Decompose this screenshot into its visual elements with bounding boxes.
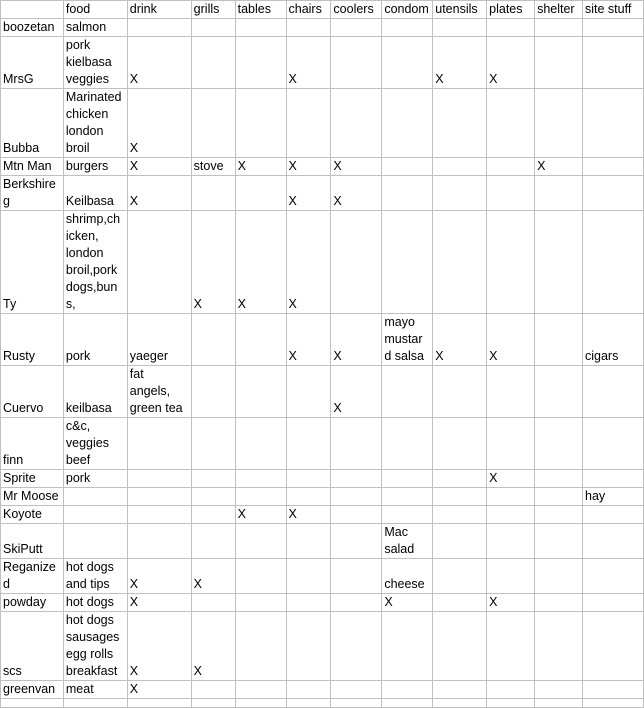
cell-plates[interactable]: X xyxy=(487,470,535,488)
cell-rowlabel[interactable]: greenvan xyxy=(1,681,64,699)
cell-utensils[interactable] xyxy=(433,89,487,158)
cell-sitestuff[interactable] xyxy=(583,366,644,418)
cell-plates[interactable] xyxy=(487,699,535,708)
cell-plates[interactable] xyxy=(487,524,535,559)
cell-utensils[interactable] xyxy=(433,699,487,708)
cell-utensils[interactable] xyxy=(433,211,487,314)
cell-plates[interactable] xyxy=(487,559,535,594)
cell-food[interactable] xyxy=(63,699,127,708)
cell-coolers[interactable] xyxy=(331,699,382,708)
cell-food[interactable]: meat xyxy=(63,681,127,699)
cell-condom[interactable] xyxy=(382,506,433,524)
cell-coolers[interactable]: X xyxy=(331,314,382,366)
cell-coolers[interactable] xyxy=(331,488,382,506)
cell-utensils[interactable] xyxy=(433,612,487,681)
cell-utensils[interactable]: X xyxy=(433,37,487,89)
cell-chairs[interactable] xyxy=(286,89,331,158)
cell-grills[interactable]: X xyxy=(191,559,235,594)
cell-condom[interactable] xyxy=(382,211,433,314)
cell-food[interactable]: burgers xyxy=(63,158,127,176)
cell-shelter[interactable] xyxy=(535,176,583,211)
cell-condom[interactable]: cheese xyxy=(382,559,433,594)
cell-chairs[interactable]: X xyxy=(286,176,331,211)
cell-food[interactable] xyxy=(63,488,127,506)
cell-shelter[interactable] xyxy=(535,559,583,594)
cell-utensils[interactable] xyxy=(433,506,487,524)
cell-coolers[interactable] xyxy=(331,89,382,158)
cell-utensils[interactable] xyxy=(433,176,487,211)
cell-drink[interactable] xyxy=(127,418,191,470)
cell-sitestuff[interactable] xyxy=(583,418,644,470)
cell-drink[interactable]: X xyxy=(127,158,191,176)
cell-shelter[interactable] xyxy=(535,470,583,488)
cell-chairs[interactable] xyxy=(286,366,331,418)
cell-rowlabel[interactable]: scs xyxy=(1,612,64,681)
table-row xyxy=(1,524,644,559)
cell-grills[interactable] xyxy=(191,699,235,708)
cell-coolers[interactable] xyxy=(331,612,382,681)
column-header-drink[interactable]: drink xyxy=(127,1,191,19)
cell-grills[interactable] xyxy=(191,366,235,418)
cell-tables[interactable] xyxy=(235,37,286,89)
cell-utensils[interactable] xyxy=(433,488,487,506)
cell-drink[interactable]: X xyxy=(127,37,191,89)
table-row xyxy=(1,594,644,612)
cell-food[interactable]: Keilbasa xyxy=(63,176,127,211)
cell-drink[interactable] xyxy=(127,506,191,524)
cell-coolers[interactable] xyxy=(331,418,382,470)
table-row xyxy=(1,488,644,506)
cell-tables[interactable] xyxy=(235,470,286,488)
cell-rowlabel[interactable]: MrsG xyxy=(1,37,64,89)
table-row xyxy=(1,418,644,470)
column-header-condom[interactable]: condom xyxy=(382,1,433,19)
cell-rowlabel[interactable]: Ty xyxy=(1,211,64,314)
cell-food[interactable]: hot dogs and tips xyxy=(63,559,127,594)
cell-utensils[interactable] xyxy=(433,158,487,176)
cell-sitestuff[interactable]: hay xyxy=(583,488,644,506)
cell-shelter[interactable]: X xyxy=(535,158,583,176)
cell-condom[interactable]: mayo mustar d salsa xyxy=(382,314,433,366)
cell-coolers[interactable] xyxy=(331,19,382,37)
cell-sitestuff[interactable] xyxy=(583,470,644,488)
cell-plates[interactable] xyxy=(487,506,535,524)
cell-drink[interactable] xyxy=(127,19,191,37)
cell-rowlabel[interactable]: powday xyxy=(1,594,64,612)
header-row xyxy=(1,1,644,19)
cell-food[interactable]: hot dogs xyxy=(63,594,127,612)
cell-food[interactable]: salmon xyxy=(63,19,127,37)
cell-tables[interactable] xyxy=(235,176,286,211)
cell-plates[interactable] xyxy=(487,612,535,681)
cell-grills[interactable] xyxy=(191,418,235,470)
cell-coolers[interactable] xyxy=(331,37,382,89)
cell-coolers[interactable] xyxy=(331,524,382,559)
cell-coolers[interactable] xyxy=(331,211,382,314)
cell-grills[interactable] xyxy=(191,37,235,89)
cell-drink[interactable]: X xyxy=(127,89,191,158)
cell-chairs[interactable] xyxy=(286,612,331,681)
cell-plates[interactable] xyxy=(487,366,535,418)
cell-plates[interactable]: X xyxy=(487,594,535,612)
cell-rowlabel[interactable]: SkiPutt xyxy=(1,524,64,559)
cell-tables[interactable]: X xyxy=(235,506,286,524)
cell-drink[interactable]: X xyxy=(127,612,191,681)
column-header-shelter[interactable]: shelter xyxy=(535,1,583,19)
cell-shelter[interactable] xyxy=(535,89,583,158)
cell-sitestuff[interactable] xyxy=(583,524,644,559)
cell-tables[interactable] xyxy=(235,366,286,418)
table-row xyxy=(1,314,644,366)
table-row xyxy=(1,37,644,89)
cell-utensils[interactable] xyxy=(433,366,487,418)
cell-condom[interactable] xyxy=(382,488,433,506)
cell-plates[interactable] xyxy=(487,488,535,506)
cell-condom[interactable] xyxy=(382,366,433,418)
cell-chairs[interactable] xyxy=(286,699,331,708)
cell-rowlabel[interactable] xyxy=(1,699,64,708)
cell-drink[interactable] xyxy=(127,470,191,488)
table-row xyxy=(1,506,644,524)
cell-shelter[interactable] xyxy=(535,524,583,559)
cell-condom[interactable] xyxy=(382,19,433,37)
column-header-utensils[interactable]: utensils xyxy=(433,1,487,19)
cell-sitestuff[interactable] xyxy=(583,594,644,612)
table-row xyxy=(1,19,644,37)
cell-plates[interactable] xyxy=(487,176,535,211)
cell-utensils[interactable] xyxy=(433,418,487,470)
cell-grills[interactable]: X xyxy=(191,211,235,314)
cell-condom[interactable]: X xyxy=(382,594,433,612)
cell-chairs[interactable] xyxy=(286,19,331,37)
cell-plates[interactable] xyxy=(487,211,535,314)
cell-shelter[interactable] xyxy=(535,37,583,89)
table-row xyxy=(1,470,644,488)
cell-drink[interactable]: X xyxy=(127,681,191,699)
cell-tables[interactable]: X xyxy=(235,211,286,314)
cell-sitestuff[interactable] xyxy=(583,158,644,176)
cell-tables[interactable]: X xyxy=(235,158,286,176)
table-row xyxy=(1,612,644,681)
cell-grills[interactable] xyxy=(191,176,235,211)
cell-tables[interactable] xyxy=(235,594,286,612)
cell-shelter[interactable] xyxy=(535,594,583,612)
cell-rowlabel[interactable]: Mtn Man xyxy=(1,158,64,176)
cell-sitestuff[interactable] xyxy=(583,211,644,314)
cell-food[interactable]: keilbasa xyxy=(63,366,127,418)
cell-grills[interactable] xyxy=(191,314,235,366)
table-row xyxy=(1,366,644,418)
cell-plates[interactable] xyxy=(487,89,535,158)
cell-utensils[interactable] xyxy=(433,594,487,612)
cell-food[interactable]: shrimp,ch icken, london broil,pork dogs,bun s, xyxy=(63,211,127,314)
cell-food[interactable] xyxy=(63,524,127,559)
cell-rowlabel[interactable]: Rusty xyxy=(1,314,64,366)
cell-sitestuff[interactable] xyxy=(583,612,644,681)
cell-drink[interactable]: yaeger xyxy=(127,314,191,366)
cell-chairs[interactable] xyxy=(286,418,331,470)
cell-sitestuff[interactable] xyxy=(583,176,644,211)
cell-chairs[interactable]: X xyxy=(286,506,331,524)
cell-food[interactable]: c&c, veggies beef xyxy=(63,418,127,470)
cell-food[interactable]: Marinated chicken london broil xyxy=(63,89,127,158)
cell-chairs[interactable]: X xyxy=(286,314,331,366)
cell-condom[interactable] xyxy=(382,612,433,681)
cell-grills[interactable] xyxy=(191,470,235,488)
cell-tables[interactable] xyxy=(235,89,286,158)
cell-utensils[interactable] xyxy=(433,470,487,488)
cell-coolers[interactable]: X xyxy=(331,158,382,176)
cell-shelter[interactable] xyxy=(535,366,583,418)
cell-tables[interactable] xyxy=(235,314,286,366)
cell-chairs[interactable] xyxy=(286,488,331,506)
table-row xyxy=(1,176,644,211)
cell-drink[interactable] xyxy=(127,488,191,506)
cell-condom[interactable] xyxy=(382,89,433,158)
table-row xyxy=(1,158,644,176)
cell-rowlabel[interactable]: Cuervo xyxy=(1,366,64,418)
cell-chairs[interactable] xyxy=(286,470,331,488)
cell-drink[interactable]: X xyxy=(127,559,191,594)
cell-utensils[interactable]: X xyxy=(433,314,487,366)
cell-shelter[interactable] xyxy=(535,211,583,314)
column-header-sitestuff[interactable]: site stuff xyxy=(583,1,644,19)
cell-grills[interactable]: X xyxy=(191,612,235,681)
cell-shelter[interactable] xyxy=(535,314,583,366)
cell-rowlabel[interactable]: Mr Moose xyxy=(1,488,64,506)
cell-tables[interactable] xyxy=(235,699,286,708)
cell-plates[interactable] xyxy=(487,19,535,37)
cell-sitestuff[interactable] xyxy=(583,19,644,37)
cell-condom[interactable] xyxy=(382,470,433,488)
column-header-coolers[interactable]: coolers xyxy=(331,1,382,19)
cell-plates[interactable] xyxy=(487,158,535,176)
cell-shelter[interactable] xyxy=(535,506,583,524)
cell-rowlabel[interactable]: Sprite xyxy=(1,470,64,488)
cell-grills[interactable] xyxy=(191,19,235,37)
cell-tables[interactable] xyxy=(235,612,286,681)
cell-condom[interactable] xyxy=(382,176,433,211)
column-header-plates[interactable]: plates xyxy=(487,1,535,19)
cell-sitestuff[interactable] xyxy=(583,559,644,594)
cell-rowlabel[interactable]: Koyote xyxy=(1,506,64,524)
cell-rowlabel[interactable]: finn xyxy=(1,418,64,470)
cell-chairs[interactable]: X xyxy=(286,37,331,89)
cell-condom[interactable] xyxy=(382,418,433,470)
cell-sitestuff[interactable] xyxy=(583,37,644,89)
cell-rowlabel[interactable]: boozetan xyxy=(1,19,64,37)
cell-plates[interactable]: X xyxy=(487,37,535,89)
cell-condom[interactable] xyxy=(382,158,433,176)
cell-grills[interactable] xyxy=(191,89,235,158)
cell-tables[interactable] xyxy=(235,418,286,470)
cell-plates[interactable] xyxy=(487,418,535,470)
cell-drink[interactable] xyxy=(127,211,191,314)
cell-drink[interactable] xyxy=(127,699,191,708)
cell-grills[interactable] xyxy=(191,594,235,612)
cell-rowlabel[interactable]: Reganized xyxy=(1,559,64,594)
cell-rowlabel[interactable]: Berkshireg xyxy=(1,176,64,211)
cell-tables[interactable] xyxy=(235,19,286,37)
cell-coolers[interactable] xyxy=(331,506,382,524)
cell-shelter[interactable] xyxy=(535,699,583,708)
cell-utensils[interactable] xyxy=(433,524,487,559)
table-row xyxy=(1,559,644,594)
cell-sitestuff[interactable] xyxy=(583,89,644,158)
cell-sitestuff[interactable]: cigars xyxy=(583,314,644,366)
cell-chairs[interactable]: X xyxy=(286,211,331,314)
cell-drink[interactable]: X xyxy=(127,176,191,211)
cell-grills[interactable] xyxy=(191,506,235,524)
cell-coolers[interactable]: X xyxy=(331,176,382,211)
table-row xyxy=(1,211,644,314)
cell-tables[interactable] xyxy=(235,488,286,506)
column-header-food[interactable]: food xyxy=(63,1,127,19)
cell-drink[interactable] xyxy=(127,524,191,559)
cell-food[interactable] xyxy=(63,506,127,524)
table-row xyxy=(1,89,644,158)
column-header-rowlabel[interactable] xyxy=(1,1,64,19)
cell-coolers[interactable] xyxy=(331,470,382,488)
cell-shelter[interactable] xyxy=(535,488,583,506)
cell-plates[interactable]: X xyxy=(487,314,535,366)
cell-grills[interactable]: stove xyxy=(191,158,235,176)
cell-chairs[interactable]: X xyxy=(286,158,331,176)
cell-grills[interactable] xyxy=(191,524,235,559)
cell-shelter[interactable] xyxy=(535,612,583,681)
cell-condom[interactable] xyxy=(382,699,433,708)
cell-coolers[interactable]: X xyxy=(331,366,382,418)
cell-utensils[interactable] xyxy=(433,19,487,37)
cell-rowlabel[interactable]: Bubba xyxy=(1,89,64,158)
cell-chairs[interactable] xyxy=(286,559,331,594)
cell-sitestuff[interactable] xyxy=(583,699,644,708)
cell-chairs[interactable] xyxy=(286,594,331,612)
cell-shelter[interactable] xyxy=(535,418,583,470)
cell-coolers[interactable] xyxy=(331,594,382,612)
column-header-chairs[interactable]: chairs xyxy=(286,1,331,19)
cell-food[interactable]: pork kielbasa veggies xyxy=(63,37,127,89)
cell-shelter[interactable] xyxy=(535,19,583,37)
cell-food[interactable]: pork xyxy=(63,314,127,366)
cell-sitestuff[interactable] xyxy=(583,506,644,524)
cell-coolers[interactable] xyxy=(331,559,382,594)
cell-food[interactable]: pork xyxy=(63,470,127,488)
cell-utensils[interactable] xyxy=(433,559,487,594)
cell-tables[interactable] xyxy=(235,524,286,559)
cell-drink[interactable]: X xyxy=(127,594,191,612)
column-header-grills[interactable]: grills xyxy=(191,1,235,19)
cell-food[interactable]: hot dogs sausages egg rolls breakfast xyxy=(63,612,127,681)
cell-chairs[interactable] xyxy=(286,524,331,559)
column-header-tables[interactable]: tables xyxy=(235,1,286,19)
cell-condom[interactable] xyxy=(382,37,433,89)
cell-drink[interactable]: fat angels, green tea xyxy=(127,366,191,418)
cell-condom[interactable]: Mac salad xyxy=(382,524,433,559)
cell-grills[interactable] xyxy=(191,488,235,506)
table-row xyxy=(1,699,644,708)
cell-tables[interactable] xyxy=(235,559,286,594)
